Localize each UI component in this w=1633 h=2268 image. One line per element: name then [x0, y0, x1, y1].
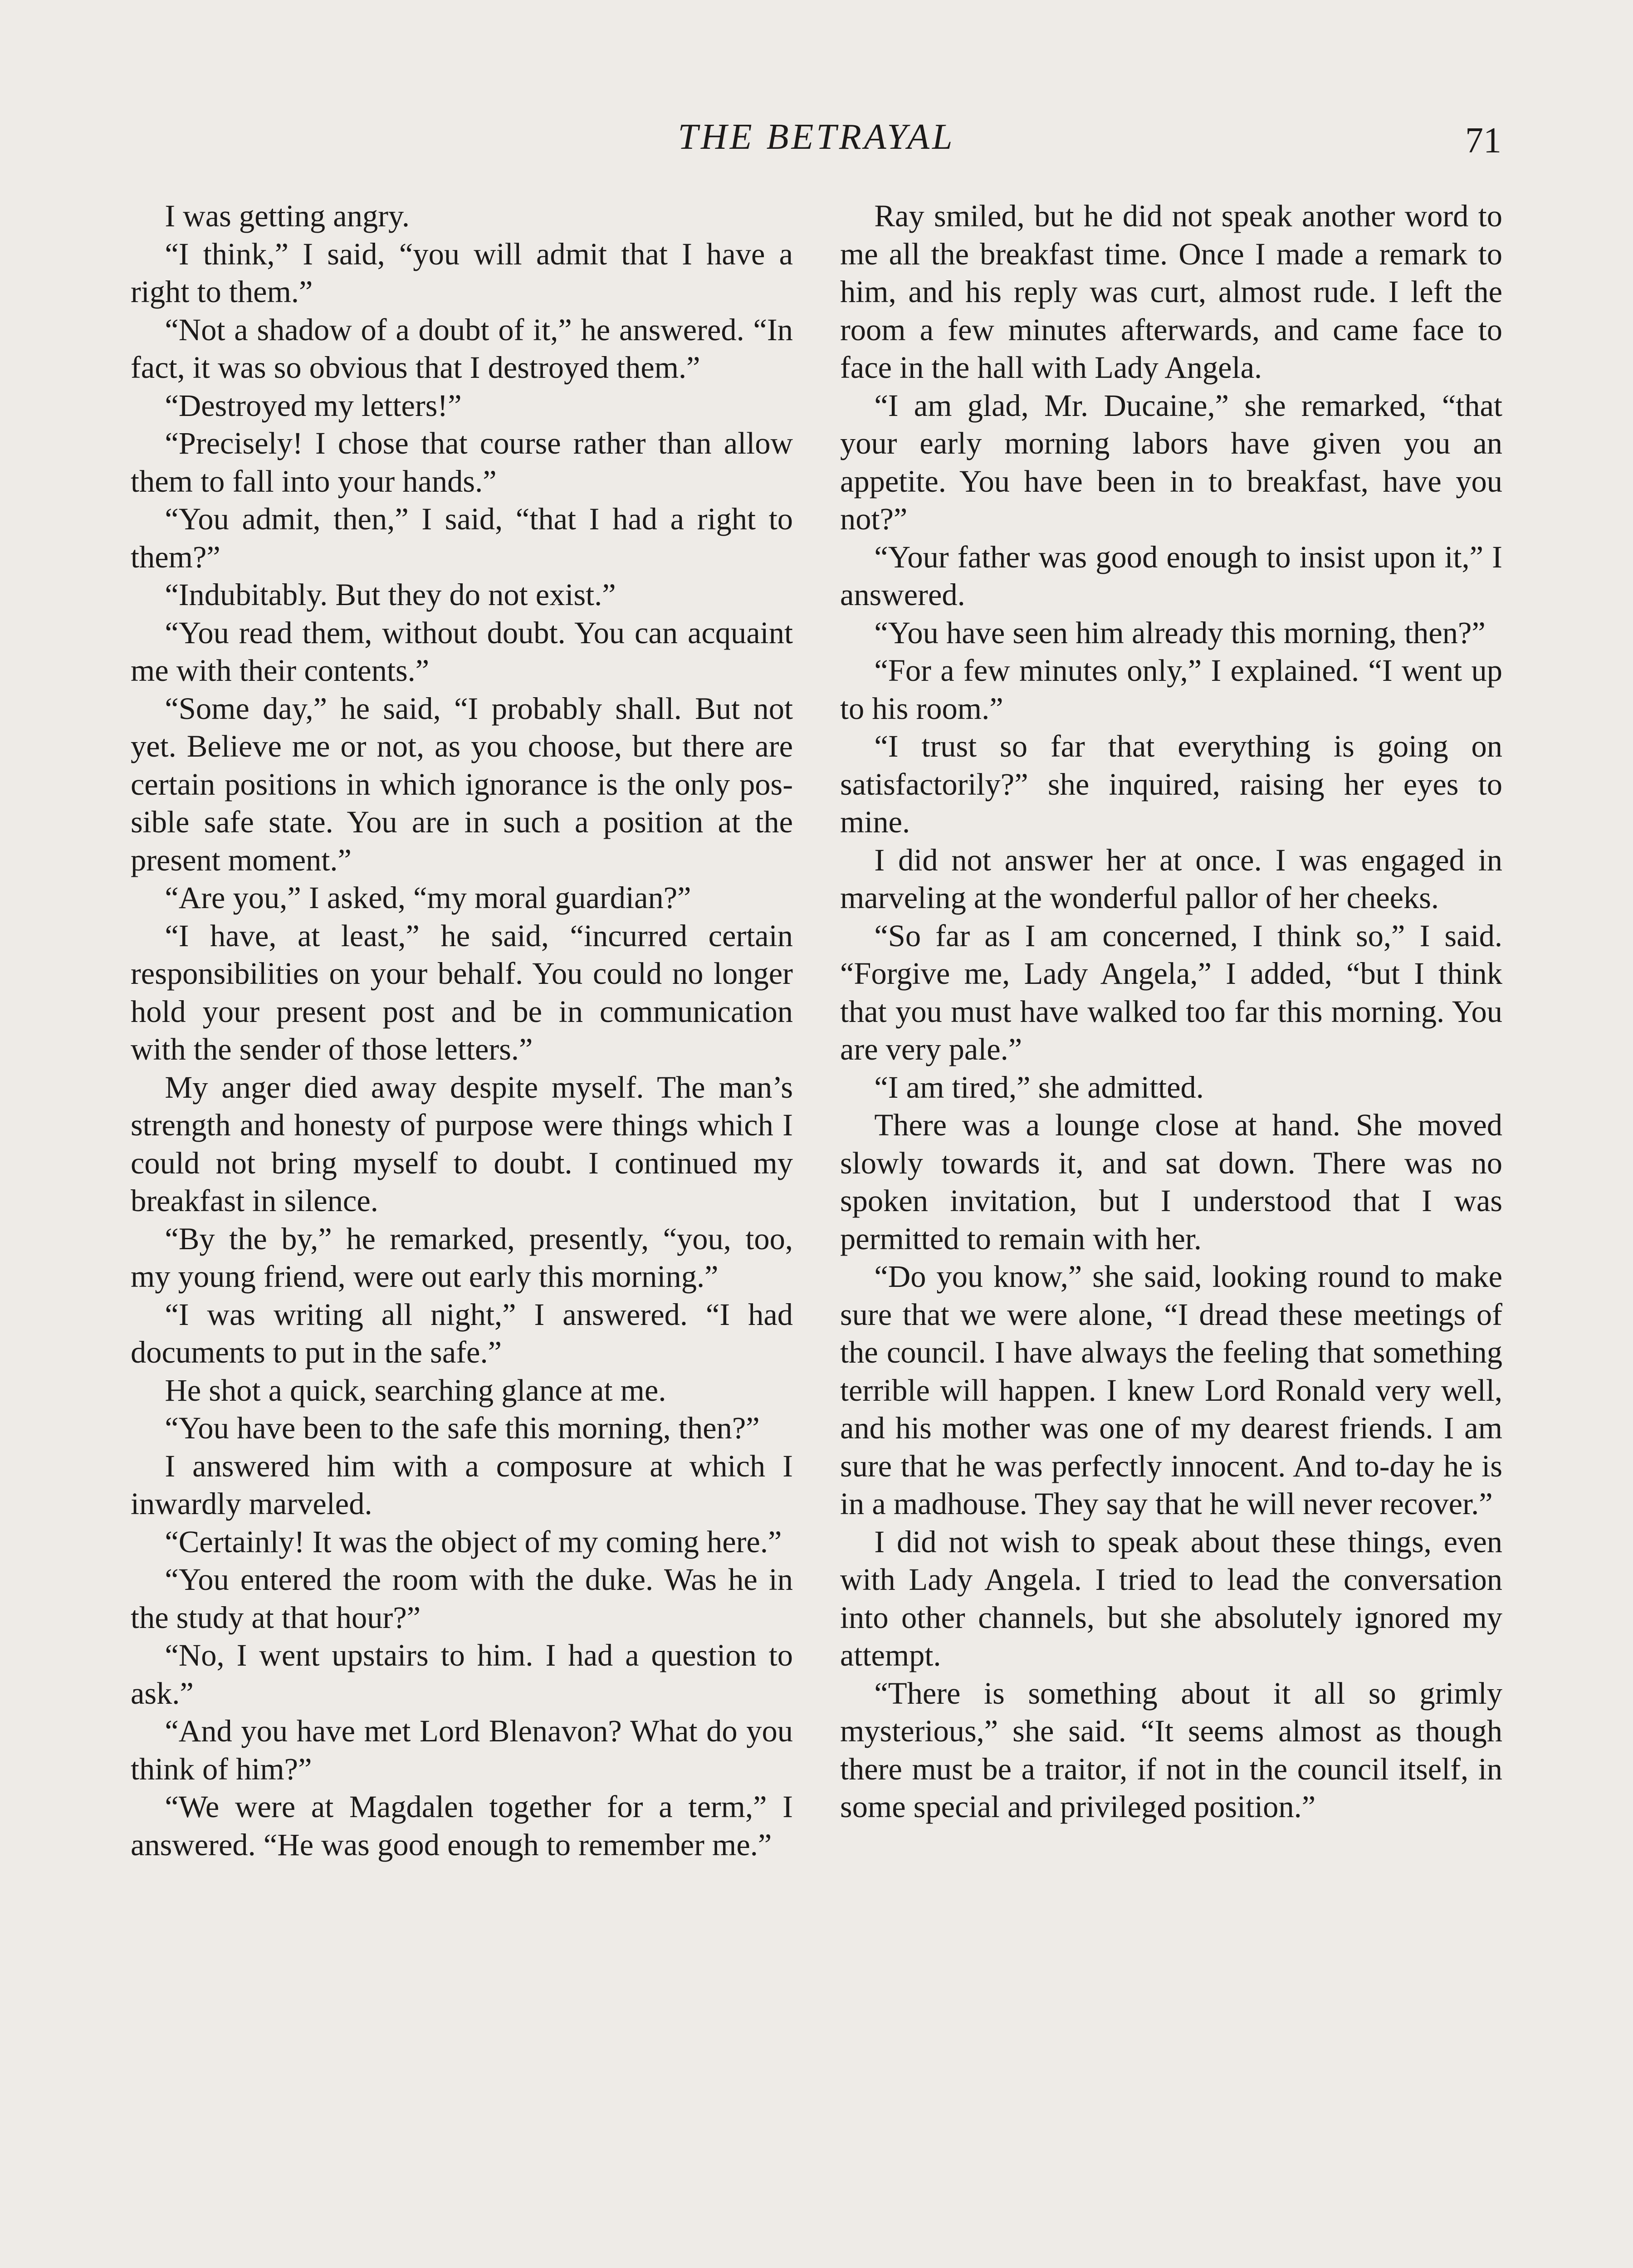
paragraph: “Do you know,” she said, looking round to make sure that we were alone, “I dread these meetings of the council. I have always the feeling that something terrible will happen. I knew Lord Ronald very well, and his mother was one of my dearest friends. I am sure that he was perfectly innocent. And to-day he is in a madhouse. They say that he will never recover.” — [840, 1259, 1502, 1521]
paragraph: He shot a quick, searching glance at me. — [165, 1373, 666, 1408]
paragraph: “Your father was good enough to insist upon it,” I answered. — [840, 539, 1502, 612]
paragraph: “Some day,” he said, “I probably shall. But not yet. Believe me or not, as you choose, but there are certain positions in which ignorance is the only possible safe state. You are in such a position at the present moment.” — [131, 691, 793, 877]
paragraph: “And you have met Lord Blenavon? What do you think of him?” — [131, 1714, 793, 1786]
paragraph: “Destroyed my letters!” — [165, 388, 462, 423]
paragraph: Ray smiled, but he did not speak another word to me all the breakfast time. Once I made a remark to him, and his reply was curt, almost rude. I left the room a few minutes afterwards, and came face to face in the hall with Lady Angela. — [840, 199, 1502, 385]
paragraph: “You admit, then,” I said, “that I had a right to them?” — [131, 502, 793, 574]
paragraph: My anger died away despite myself. The man’s strength and honesty of purpose were things which I could not bring myself to doubt. I continued my breakfast in silence. — [131, 1070, 793, 1218]
paragraph: “By the by,” he remarked, presently, “you, too, my young friend, were out early this morning.” — [131, 1221, 793, 1294]
paragraph: I did not wish to speak about these things, even with Lady Angela. I tried to lead the conversation into other channels, but she absolutely ignored my attempt. — [840, 1524, 1502, 1672]
paragraph: “You entered the room with the duke. Was he in the study at that hour?” — [131, 1562, 793, 1635]
paragraph: “You read them, without doubt. You can acquaint me with their contents.” — [131, 615, 793, 688]
paragraph: “Are you,” I asked, “my moral guardian?” — [165, 880, 691, 915]
paragraph: “Not a shadow of a doubt of it,” he answered. “In fact, it was so obvious that I destroyed them.” — [131, 312, 793, 385]
paragraph: “Certainly! It was the object of my coming here.” — [165, 1524, 782, 1559]
paragraph: “Indubitably. But they do not exist.” — [165, 577, 616, 612]
paragraph: “Precisely! I chose that course rather than allow them to fall into your hands.” — [131, 426, 793, 499]
paragraph: “I have, at least,” he said, “incurred certain responsibilities on your behalf. You could no longer hold your present post and be in communication with the sender of those letters.” — [131, 918, 793, 1066]
paragraph: There was a lounge close at hand. She moved slowly towards it, and sat down. There was no spoken invitation, but I understood that I was permitted to remain with her. — [840, 1108, 1502, 1256]
paragraph: “So far as I am concerned, I think so,” I said. “Forgive me, Lady Angela,” I added, “but I think that you must have walked too far this morning. You are very pale.” — [840, 918, 1502, 1066]
paragraph: “I am tired,” she admitted. — [874, 1070, 1204, 1105]
left-column — [131, 197, 793, 1864]
paragraph: “There is something about it all so grimly mysterious,” she said. “It seems almost as though there must be a traitor, if not in the council itself, in some special and privileged position.” — [840, 1676, 1502, 1824]
paragraph: “We were at Magdalen together for a term,” I answered. “He was good enough to remember me.” — [131, 1789, 793, 1862]
paragraph: I did not answer her at once. I was engaged in marveling at the wonderful pallor of her cheeks. — [840, 842, 1502, 915]
paragraph: “I trust so far that everything is going on satisfactorily?” she inquired, raising her eyes to mine. — [840, 729, 1502, 839]
running-title: THE BETRAYAL — [678, 117, 955, 157]
paragraph: “I am glad, Mr. Ducaine,” she remarked, “that your early morning labors have given you an appetite. You have been in to breakfast, have you not?” — [840, 388, 1502, 536]
paragraph: I answered him with a composure at which I inwardly marveled. — [131, 1448, 793, 1521]
paragraph: “For a few minutes only,” I explained. “I went up to his room.” — [840, 653, 1502, 726]
page-number: 71 — [1465, 121, 1501, 161]
paragraph: “I was writing all night,” I answered. “I had documents to put in the safe.” — [131, 1297, 793, 1369]
paragraph: “You have seen him already this morning, then?” — [874, 615, 1486, 650]
paragraph: I was getting angry. — [165, 199, 410, 233]
paragraph: “I think,” I said, “you will admit that I have a right to them.” — [131, 236, 793, 309]
paragraph: “No, I went upstairs to him. I had a question to ask.” — [131, 1638, 793, 1711]
paragraph: “You have been to the safe this morning, then?” — [165, 1411, 760, 1445]
right-column — [840, 197, 1502, 1826]
